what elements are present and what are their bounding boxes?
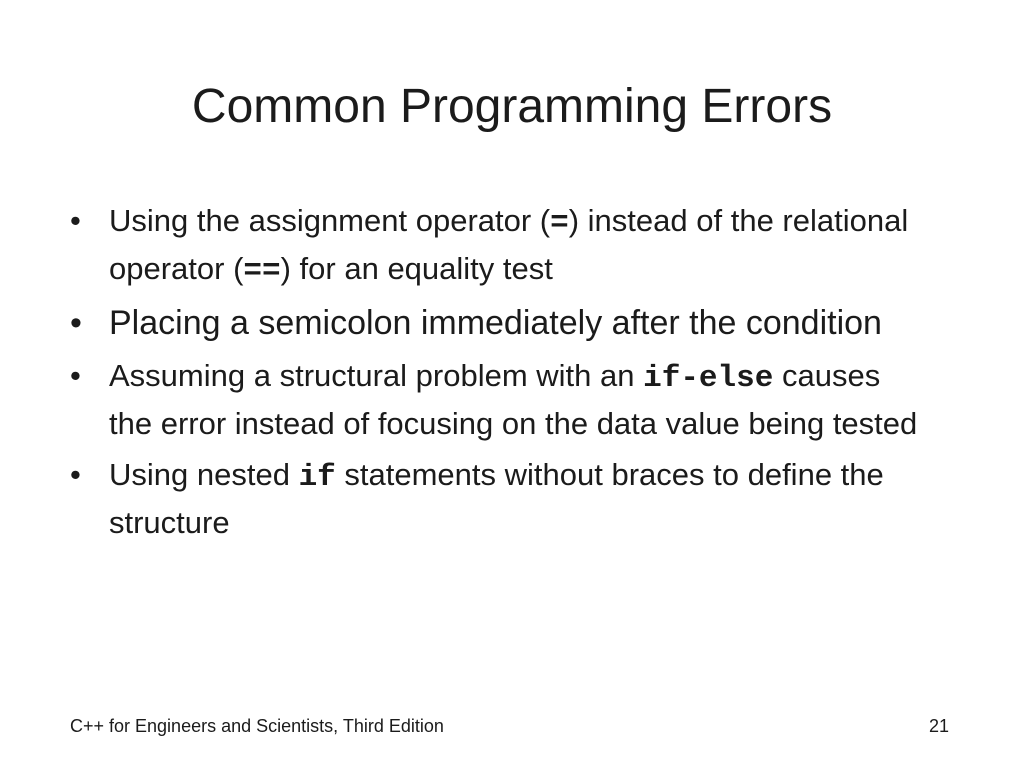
code-assignment-operator: = <box>550 206 569 241</box>
bullet-item-if-else <box>70 353 930 446</box>
bullet-item-semicolon <box>70 300 930 347</box>
bullet-text-post: causes the error instead of focusing on the data value being tested <box>109 358 918 441</box>
slide-title: Common Programming Errors <box>191 80 833 133</box>
bullet-dot: • <box>70 457 81 492</box>
code-if: if <box>298 460 336 495</box>
bullet-text-pre: Assuming a structural problem with an <box>109 358 644 393</box>
bullet-text-pre: Using the assignment operator ( <box>109 203 551 238</box>
code-equality-operator: == <box>243 254 281 289</box>
bullet-text-pre: Using nested <box>109 457 299 492</box>
bullet-text: Placing a semicolon immediately after the condition <box>109 304 882 342</box>
bullet-dot: • <box>70 358 81 393</box>
bullet-dot: • <box>70 304 82 342</box>
footer-book-title: C++ for Engineers and Scientists, Third Edition <box>70 716 444 736</box>
bullet-text-post: statements without braces to define the structure <box>109 457 884 540</box>
bullet-dot: • <box>70 203 81 238</box>
code-if-else: if-else <box>643 361 774 396</box>
footer-page-number: 21 <box>928 716 949 736</box>
bullet-list <box>70 198 930 551</box>
bullet-item-assignment-operator <box>70 198 930 294</box>
bullet-item-nested-if <box>70 452 930 545</box>
bullet-text-post: ) for an equality test <box>280 251 553 286</box>
bullet-text-mid: ) instead of the relational operator ( <box>109 203 909 286</box>
